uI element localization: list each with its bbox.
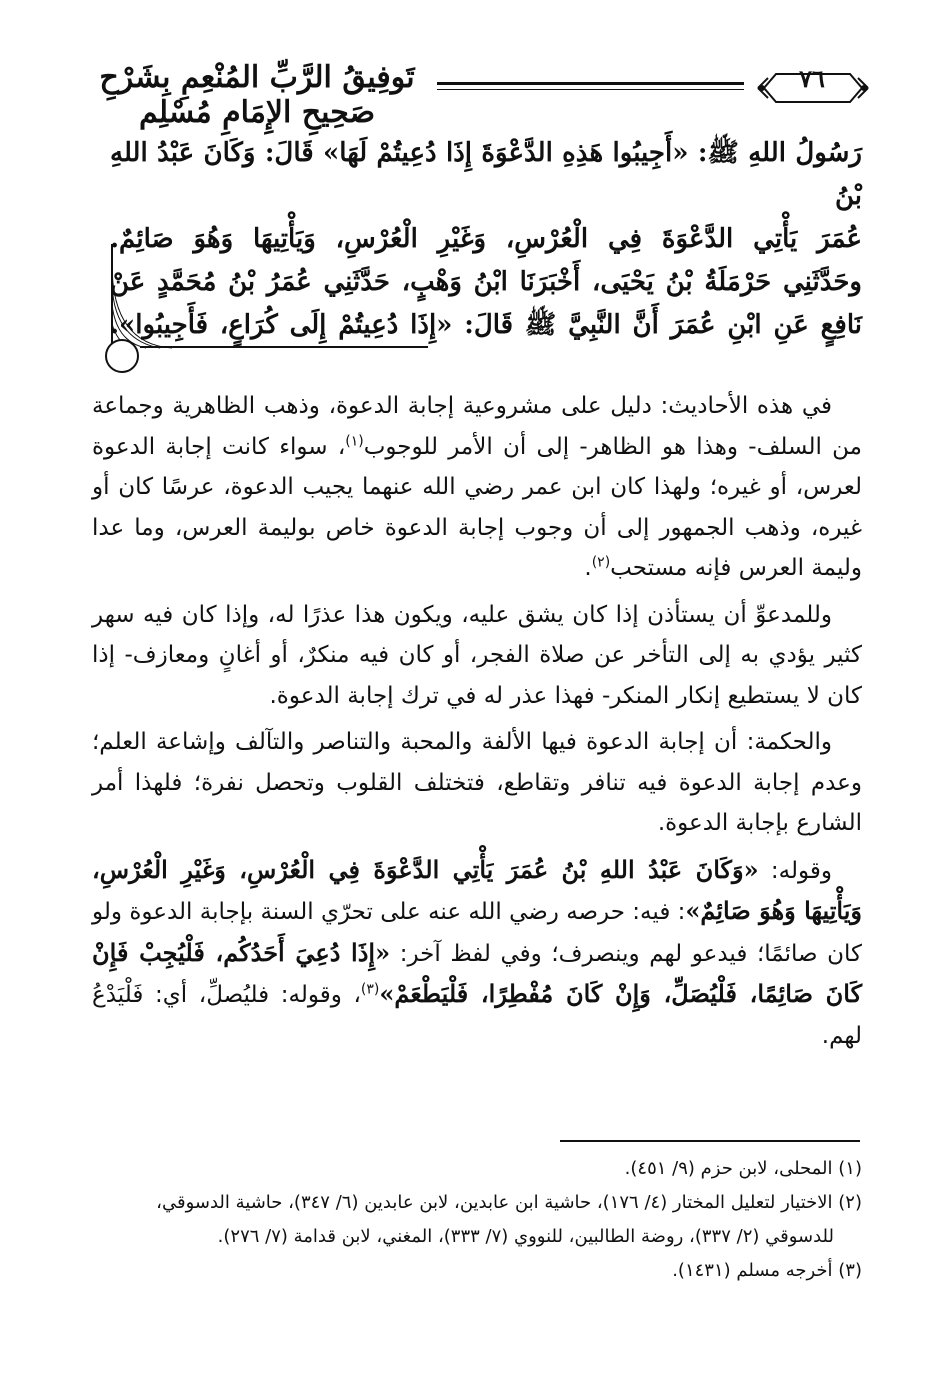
footnote: (٣) أخرجه مسلم (١٤٣١). <box>672 1260 862 1281</box>
footnote-ref[interactable]: (٢) <box>591 554 611 571</box>
footnotes <box>92 1152 862 1288</box>
hadith-line: رَسُولُ اللهِ ﷺ: «أَجِيبُوا هَذِهِ الدَّعْوَةَ إِذَا دُعِيتُمْ لَهَا» قَالَ: وَكَانَ عَبْدُ اللهِ بْنُ <box>110 138 862 211</box>
quoted-hadith: «إِذَا دُعِيَ أَحَدُكُم، فَلْيُجِبْ فَإِنْ كَانَ صَائِمًا، فَلْيُصَلِّ، وَإِنْ كَانَ مُفْطِرًا، فَلْيَطْعَمْ» <box>92 937 862 1008</box>
footnote: (٢) الاختيار لتعليل المختار (٤/ ١٧٦)، حاشية ابن عابدين، لابن عابدين (٦/ ٣٤٧)، حاشية الدسوقي، <box>156 1192 862 1213</box>
text-run: وقوله: <box>758 857 832 884</box>
commentary <box>92 386 862 1062</box>
footnote-ref[interactable]: (٣) <box>360 981 380 998</box>
text-run: ، وقوله: فليُصلِّ، أي: فَلْيَدْعُ لهم. <box>92 982 862 1049</box>
hadith-line: وحَدَّثَنِي حَرْمَلَةُ بْنُ يَحْيَى، أَخْبَرَنَا ابْنُ وَهْبٍ، حَدَّثَنِي عُمَرُ بْنُ مُحَمَّدٍ عَنْ <box>110 267 862 297</box>
commentary-paragraph: وللمدعوِّ أن يستأذن إذا كان يشق عليه، ويكون هذا عذرًا له، وإذا كان فيه سهر كثير يؤدي به إلى التأخر عن صلاة الفجر، أو كان فيه منكرٌ، أو أغانٍ ومعازف- إذا كان لا يستطيع إنكار المنكر- فهذا عذر له في ترك إجابة الدعوة. <box>92 601 862 709</box>
footnote-ref[interactable]: (١) <box>345 432 364 449</box>
hadith-line: نَافِعٍ عَنِ ابْنِ عُمَرَ أَنَّ النَّبِيَّ ﷺ قَالَ: «إِذَا دُعِيتُمْ إِلَى كُرَاعٍ، فَأَجِيبُوا». <box>110 310 862 340</box>
text-run: ، سواء كانت إجابة الدعوة لعرس، أو غيره؛ ولهذا كان ابن عمر رضي الله عنهما يجيب الدعوة، عرسًا كان أو غيره، وذهب الجمهور إلى أن وجوب إجابة الدعوة خاص بوليمة العرس، وما عدا وليمة العرس فإنه مستحب <box>92 433 862 581</box>
hadith-divider <box>140 346 428 348</box>
page-header <box>92 58 872 130</box>
header-rule <box>437 82 744 85</box>
hadith-text <box>110 132 862 347</box>
text-run: . <box>584 555 592 581</box>
commentary-paragraph <box>92 386 862 589</box>
commentary-paragraph <box>92 850 862 1057</box>
text-run: : فيه: حرصه رضي الله عنه على تحرّي السنة بإجابة الدعوة ولو كان صائمًا؛ فيدعو لهم وينصرف؛ وفي لفظ آخر: <box>92 899 862 967</box>
footnote: (١) المحلى، لابن حزم (٩/ ٤٥١). <box>624 1158 862 1179</box>
book-title: تَوفِيقُ الرَّبِّ المُنْعِمِ بِشَرْحِ صَحِيحِ الإِمَامِ مُسْلِم <box>99 60 415 130</box>
footnote-continuation: للدسوقي (٢/ ٣٣٧)، روضة الطالبين، للنووي (٧/ ٣٣٣)، المغني، لابن قدامة (٧/ ٢٧٦). <box>217 1226 834 1247</box>
quoted-hadith: «وَكَانَ عَبْدُ اللهِ بْنُ عُمَرَ يَأْتِي الدَّعْوَةَ فِي الْعُرْسِ، وَغَيْرِ الْعُرْسِ، وَيَأْتِيهَا وَهُوَ صَائِمٌ» <box>92 854 862 925</box>
hadith-line: عُمَرَ يَأْتِي الدَّعْوَةَ فِي الْعُرْسِ، وَغَيْرِ الْعُرْسِ، وَيَأْتِيهَا وَهُوَ صَائِمٌ. <box>110 224 862 254</box>
text-run: في هذه الأحاديث: دليل على مشروعية إجابة الدعوة، وذهب الظاهرية وجماعة من السلف- وهذا هو الظاهر- إلى أن الأمر للوجوب <box>92 393 862 460</box>
corner-ornament <box>98 244 178 374</box>
page-number: ٧٦ <box>799 64 825 93</box>
footnote-divider <box>560 1140 860 1142</box>
header-rule-thin <box>437 89 744 90</box>
commentary-paragraph: والحكمة: أن إجابة الدعوة فيها الألفة والمحبة والتناصر والتآلف وإشاعة العلم؛ وعدم إجابة الدعوة فيه تنافر وتقاطع، فتختلف القلوب وتحصل نفرة؛ فلهذا أمر الشارع بإجابة الدعوة. <box>92 729 862 836</box>
